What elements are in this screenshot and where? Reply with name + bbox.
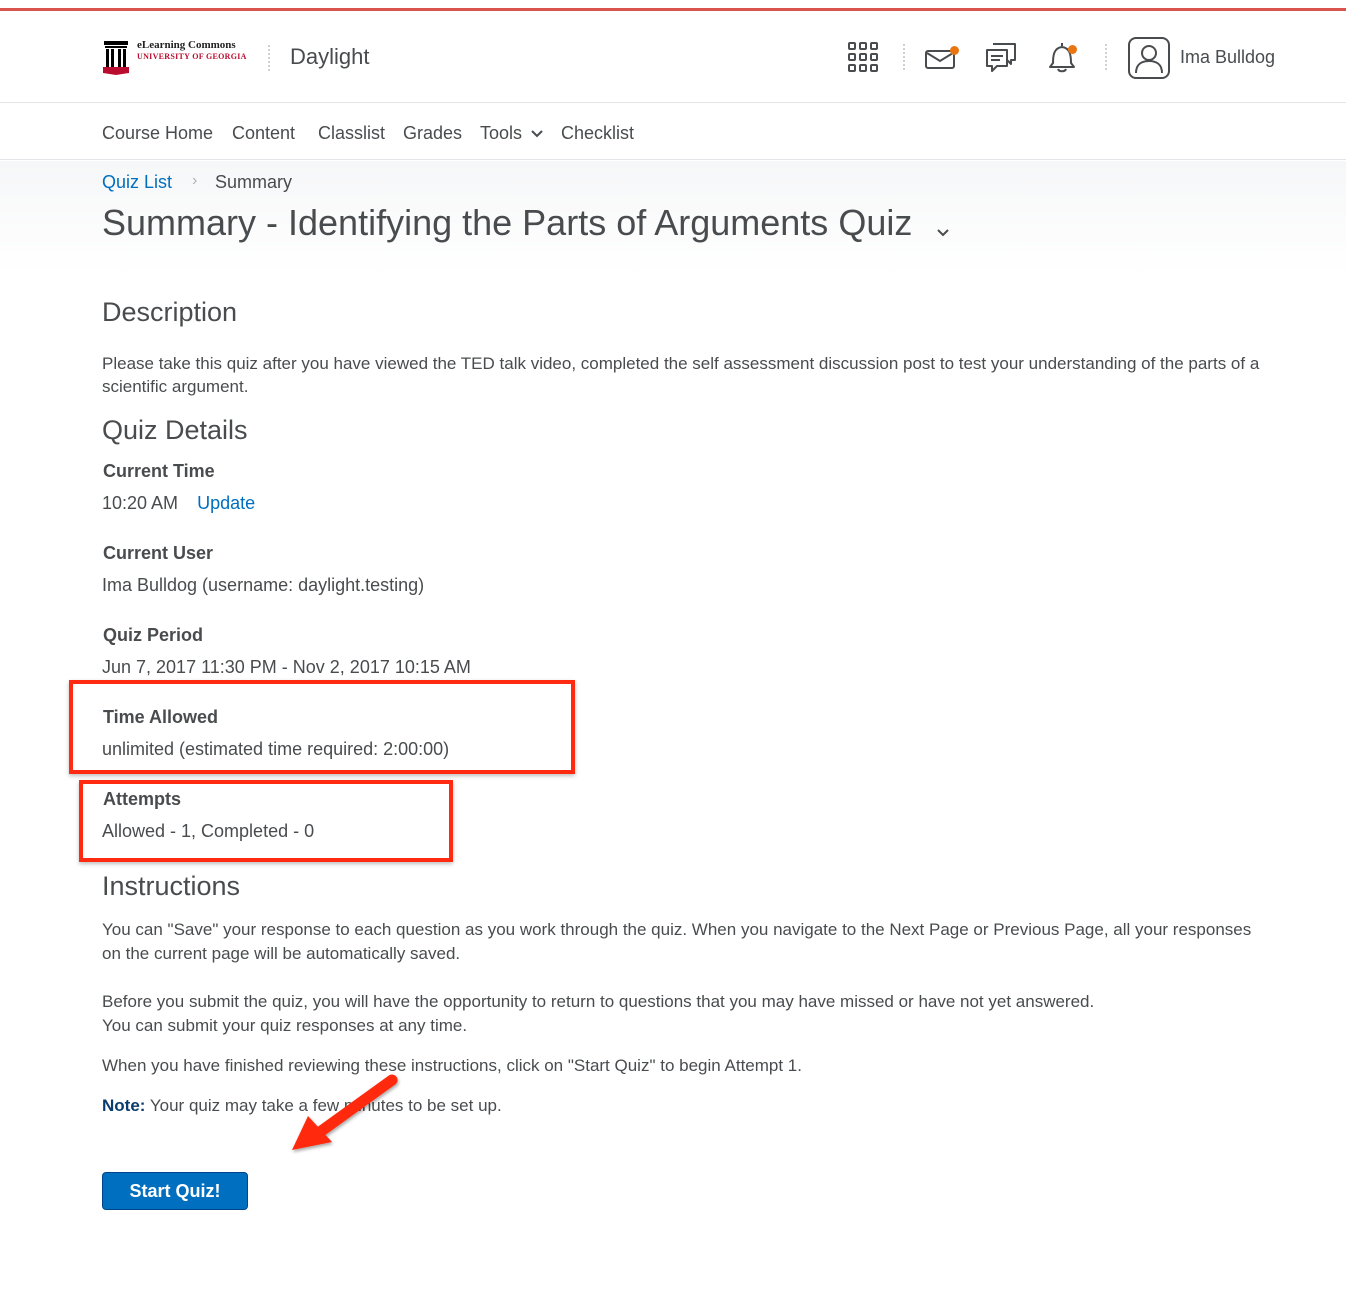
nav-content[interactable]: Content — [232, 123, 296, 143]
uga-logo[interactable] — [102, 37, 252, 77]
current-user-value: Ima Bulldog (username: daylight.testing) — [102, 575, 425, 595]
annotation-box-attempts — [79, 780, 453, 862]
header — [0, 11, 1346, 103]
breadcrumb-current: Summary — [215, 172, 293, 192]
header-divider — [268, 45, 270, 71]
note-text: Your quiz may take a few minutes to be set up. — [145, 1096, 502, 1115]
logo-title: eLearning Commons — [137, 39, 236, 51]
current-time-label: Current Time — [103, 461, 215, 481]
current-user-label: Current User — [103, 543, 214, 563]
time-allowed-label: Time Allowed — [103, 707, 219, 727]
arch-logo-icon — [102, 37, 130, 75]
description-heading: Description — [102, 297, 238, 327]
instructions-paragraph-2b: You can submit your quiz responses at any time. — [102, 1016, 468, 1035]
logo-subtitle: UNIVERSITY OF GEORGIA — [137, 52, 247, 61]
current-time-value: 10:20 AM — [102, 493, 179, 513]
quiz-period-value: Jun 7, 2017 11:30 PM - Nov 2, 2017 10:15 AM — [102, 657, 471, 677]
start-quiz-button[interactable]: Start Quiz! — [102, 1172, 248, 1210]
nav-tools[interactable] — [480, 123, 543, 144]
breadcrumb-quiz-list[interactable]: Quiz List — [102, 172, 173, 192]
org-name[interactable]: Daylight — [290, 44, 370, 69]
chat-icon[interactable] — [985, 42, 1017, 74]
page-title: Summary - Identifying the Parts of Arguments Quiz — [102, 202, 913, 243]
header-divider — [903, 44, 905, 70]
user-avatar-icon[interactable] — [1128, 37, 1170, 79]
update-time-link[interactable]: Update — [197, 493, 256, 513]
attempts-label: Attempts — [103, 789, 182, 809]
breadcrumb-separator-icon: › — [192, 172, 198, 189]
instructions-paragraph-3: When you have finished reviewing these instructions, click on "Start Quiz" to begin Attempt 1. — [102, 1056, 802, 1075]
grid-icon[interactable] — [848, 42, 878, 72]
nav-course-home[interactable]: Course Home — [102, 123, 214, 143]
nav-classlist[interactable]: Classlist — [318, 123, 386, 143]
description-text: Please take this quiz after you have viewed the TED talk video, completed the self assessment discussion post to test your understanding of the parts of a scientific argument. — [102, 354, 1260, 396]
attempts-value: Allowed - 1, Completed - 0 — [102, 821, 315, 841]
mail-notification-dot — [950, 46, 959, 55]
header-divider — [1105, 44, 1107, 70]
user-name[interactable]: Ima Bulldog — [1180, 47, 1276, 67]
title-menu-chevron-icon[interactable] — [936, 218, 950, 244]
annotation-arrow-icon — [280, 1070, 410, 1160]
bell-notification-dot — [1068, 45, 1077, 54]
quiz-period-label: Quiz Period — [103, 625, 204, 645]
instructions-paragraph-1: You can "Save" your response to each question as you work through the quiz. When you navigate to the Next Page or Previous Page, all your responses on the current page will be automatically saved. — [102, 920, 1252, 963]
nav-checklist[interactable]: Checklist — [561, 123, 635, 143]
quiz-details-heading: Quiz Details — [102, 415, 248, 445]
course-navbar — [0, 104, 1346, 160]
instructions-heading: Instructions — [102, 871, 241, 901]
annotation-box-time-allowed — [69, 680, 575, 774]
nav-grades[interactable]: Grades — [403, 123, 463, 143]
nav-tools-label: Tools — [480, 123, 523, 143]
current-time-row — [102, 493, 255, 514]
note-label: Note: — [102, 1096, 146, 1115]
time-allowed-value: unlimited (estimated time required: 2:00:00) — [102, 739, 450, 759]
chevron-down-icon — [531, 130, 543, 138]
instructions-paragraph-2a: Before you submit the quiz, you will have the opportunity to return to questions that you may have missed or have not yet answered. — [102, 992, 1095, 1011]
